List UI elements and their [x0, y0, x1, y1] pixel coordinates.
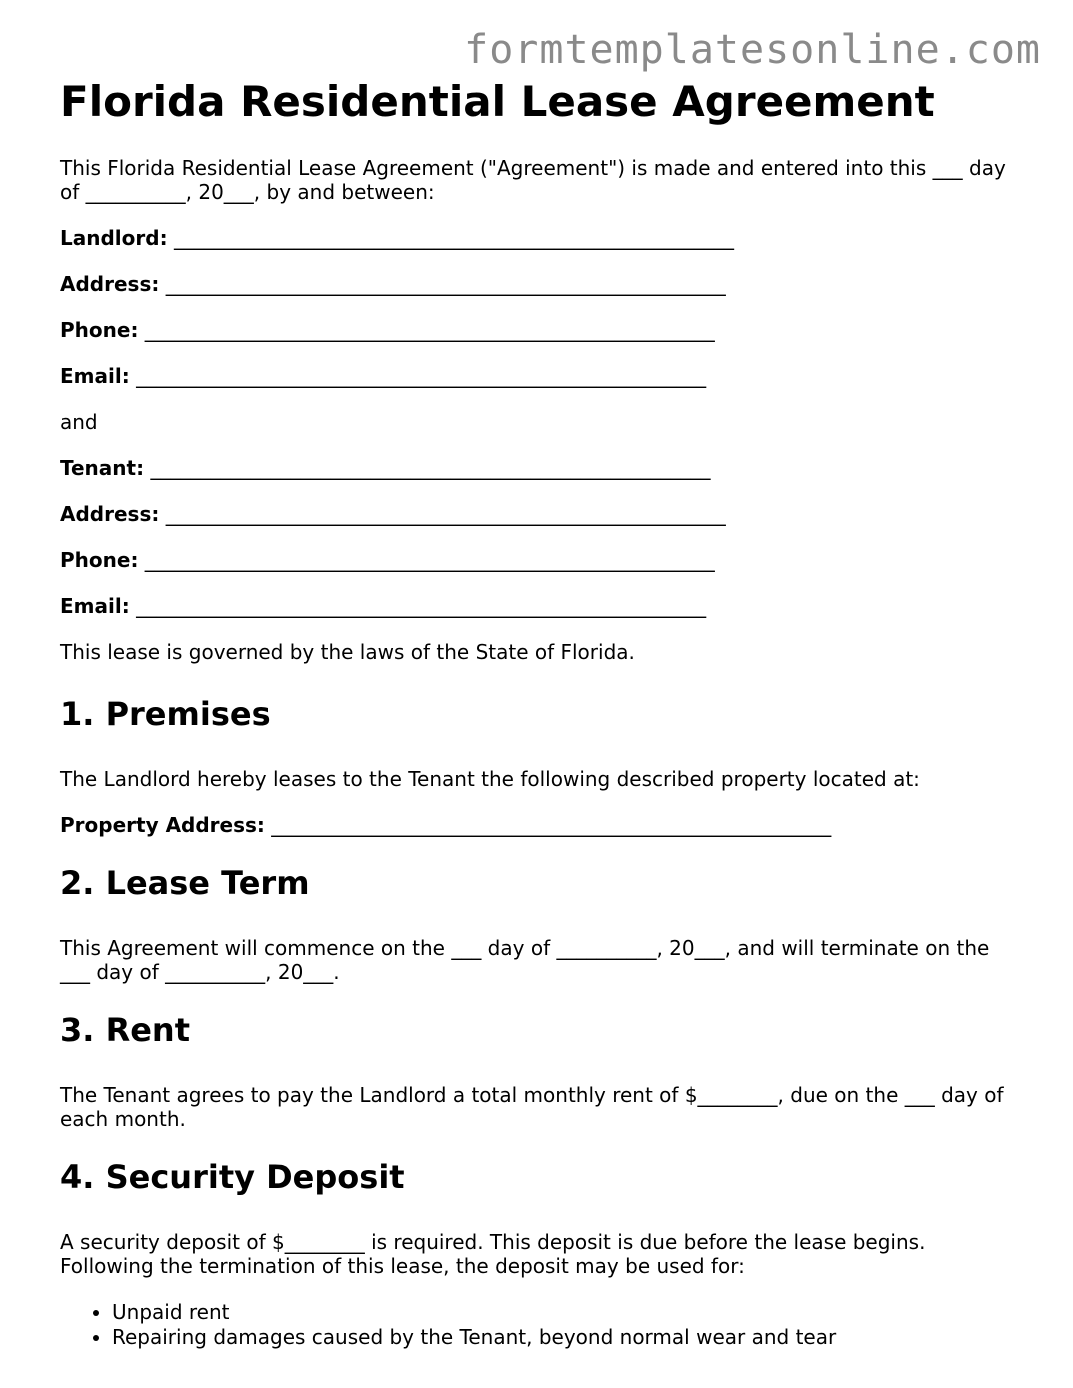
landlord-name-label: Landlord: — [60, 226, 168, 250]
property-address-field — [60, 813, 1020, 837]
section-premises-body: The Landlord hereby leases to the Tenant the following described property located at: — [60, 767, 920, 791]
tenant-name-label: Tenant: — [60, 456, 145, 480]
landlord-phone-blank[interactable]: _________________________________________________________ — [144, 318, 715, 342]
section-lease-term-heading: 2. Lease Term — [60, 864, 310, 902]
tenant-email-label: Email: — [60, 594, 130, 618]
landlord-phone-label: Phone: — [60, 318, 139, 342]
landlord-name-field — [60, 226, 1020, 250]
tenant-name-blank[interactable]: ________________________________________________________ — [150, 456, 711, 480]
tenant-email-field — [60, 594, 1020, 618]
section-rent-body: The Tenant agrees to pay the Landlord a total monthly rent of $________, due on the ___ day of each month. — [60, 1083, 1004, 1131]
tenant-address-blank[interactable]: ________________________________________________________ — [165, 502, 726, 526]
tenant-phone-label: Phone: — [60, 548, 139, 572]
tenant-address-field — [60, 502, 1020, 526]
section-lease-term-body: This Agreement will commence on the ___ day of __________, 20___, and will terminate on the ___ day of __________, 20___. — [60, 936, 990, 984]
landlord-email-label: Email: — [60, 364, 130, 388]
landlord-address-field — [60, 272, 1020, 296]
intro-paragraph: This Florida Residential Lease Agreement ("Agreement") is made and entered into this ___ day of __________, 20___, by and between: — [60, 156, 1006, 204]
landlord-address-blank[interactable]: ________________________________________________________ — [165, 272, 726, 296]
tenant-phone-field — [60, 548, 1020, 572]
section-security-deposit-body: A security deposit of $________ is required. This deposit is due before the lease begins. Following the termination of this lease, the deposit may be used for: — [60, 1230, 926, 1278]
property-address-label: Property Address: — [60, 813, 265, 837]
section-rent-heading: 3. Rent — [60, 1011, 190, 1049]
document-page — [60, 75, 1020, 1350]
tenant-address-label: Address: — [60, 502, 160, 526]
document-title: Florida Residential Lease Agreement — [60, 77, 935, 126]
and-text: and — [60, 410, 98, 434]
landlord-name-blank[interactable]: ________________________________________________________ — [173, 226, 734, 250]
tenant-phone-blank[interactable]: _________________________________________________________ — [144, 548, 715, 572]
section-security-deposit-heading: 4. Security Deposit — [60, 1158, 405, 1196]
watermark: formtemplatesonline.com — [464, 27, 1041, 73]
landlord-address-label: Address: — [60, 272, 160, 296]
property-address-blank[interactable]: ________________________________________________________ — [271, 813, 832, 837]
section-premises-heading: 1. Premises — [60, 695, 271, 733]
landlord-email-field — [60, 364, 1020, 388]
tenant-email-blank[interactable]: _________________________________________________________ — [136, 594, 707, 618]
landlord-phone-field — [60, 318, 1020, 342]
tenant-name-field — [60, 456, 1020, 480]
landlord-email-blank[interactable]: _________________________________________________________ — [136, 364, 707, 388]
list-item: • Unpaid rent — [112, 1300, 1020, 1325]
deposit-uses-list — [60, 1300, 1020, 1350]
governing-law-text: This lease is governed by the laws of the State of Florida. — [60, 640, 635, 664]
list-item: • Repairing damages caused by the Tenant, beyond normal wear and tear — [112, 1325, 1020, 1350]
